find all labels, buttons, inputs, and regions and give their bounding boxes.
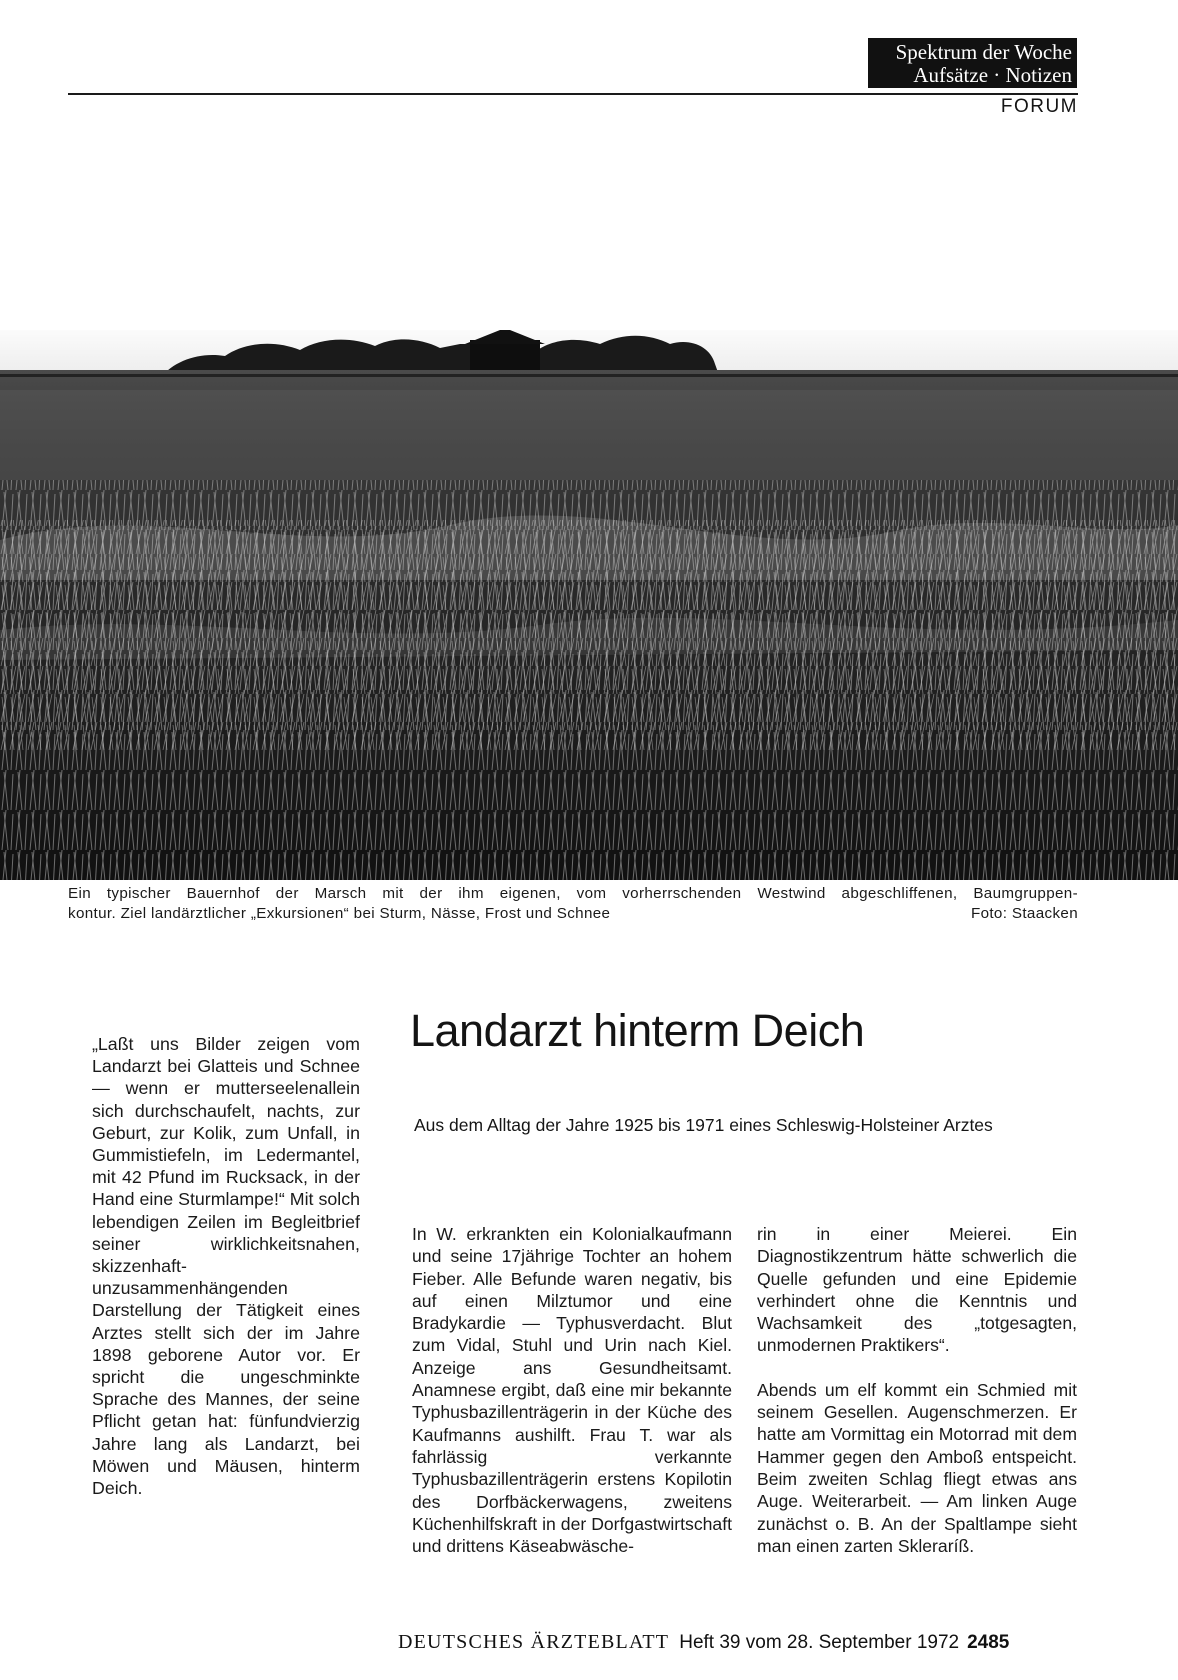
- article-intro: „Laßt uns Bilder zeigen vom Landarzt bei Glatteis und Schnee — wenn er mutterseelenallein sich durchschaufelt, nachts, zur Geburt, zur Kolik, zum Unfall, in Gummistiefeln, im Ledermantel, mit 42 Pfund im Rucksack, in der Hand eine Sturmlampe!“ Mit solch lebendigen Zeilen im Begleitbrief seiner wirklichkeitsnahen, skizzenhaft-unzusammenhängenden Darstellung der Tätigkeit eines Arztes stellt sich der im Jahre 1898 geborene Autor vor. Er spricht die ungeschminkte Sprache des Mannes, der seine Pflicht getan hat: fünfundvierzig Jahre lang als Landarzt, bei Möwen und Mäusen, hinterm Deich.: [92, 1034, 360, 1499]
- photo-credit: Foto: Staacken: [970, 905, 1078, 922]
- page-footer: [398, 1631, 1009, 1654]
- header-rule: [68, 93, 1078, 95]
- photo-caption: [68, 884, 1078, 924]
- paragraph: In W. erkrankten ein Kolonialkaufmann und seine 17jährige Tochter an hohem Fieber. Alle Befunde waren negativ, bis auf einen Milztumor und eine Bradykardie — Typhusverdacht. Blut zum Vidal, Stuhl und Urin nach Kiel. Anzeige ans Gesundheitsamt. Anamnese ergibt, daß eine mir bekannte Typhusbazillenträgerin in der Küche des Kaufmanns aushilft. Frau T. war als fahrlässig verkannte Typhusbazillenträgerin erstens Kopilotin des Dorfbäckerwagens, zweitens Küchenhilfskraft in der Dorfgastwirtschaft und drittens Käseabwäsche-: [412, 1224, 732, 1557]
- section-badge: [868, 38, 1077, 88]
- landscape-photo: [0, 330, 1178, 880]
- caption-line-2-wrap: [68, 904, 1078, 924]
- caption-line-2: kontur. Ziel landärztlicher „Exkursionen“ bei Sturm, Nässe, Frost und Schnee: [68, 905, 611, 922]
- caption-line-1: Ein typischer Bauernhof der Marsch mit der ihm eigenen, vom vorherrschenden Westwind abgeschliffenen, Baumgruppen-: [68, 885, 1078, 902]
- marsh-farm-photo: [0, 330, 1178, 880]
- paragraph: Abends um elf kommt ein Schmied mit seinem Gesellen. Augenschmerzen. Er hatte am Vormittag ein Motorrad mit dem Hammer gegen den Amboß entspeicht. Beim zweiten Schlag fliegt etwas ans Auge. Weiterarbeit. — Am linken Auge zunächst o. B. An der Spaltlampe sieht man einen zarten Skleraríß.: [757, 1379, 1077, 1556]
- paragraph: rin in einer Meierei. Ein Diagnostikzentrum hätte schwerlich die Quelle gefunden und eine Epidemie verhindert ohne die Kenntnis und Wachsamkeit des „totgesagten, unmodernen Praktikers“.: [757, 1224, 1077, 1356]
- article-column-2: [757, 1223, 1077, 1557]
- section-label: FORUM: [1000, 96, 1078, 117]
- article-subtitle: Aus dem Alltag der Jahre 1925 bis 1971 eines Schleswig-Holsteiner Arztes: [414, 1115, 993, 1135]
- article-title: Landarzt hinterm Deich: [410, 1005, 865, 1056]
- page-number: 2485: [967, 1632, 1010, 1653]
- issue-info: Heft 39 vom 28. September 1972: [679, 1632, 960, 1653]
- journal-name: DEUTSCHES ÄRZTEBLATT: [398, 1631, 670, 1653]
- article-column-1: [412, 1223, 732, 1557]
- badge-line-2: Aufsätze · Notizen: [913, 63, 1072, 87]
- badge-line-1: Spektrum der Woche: [895, 40, 1072, 64]
